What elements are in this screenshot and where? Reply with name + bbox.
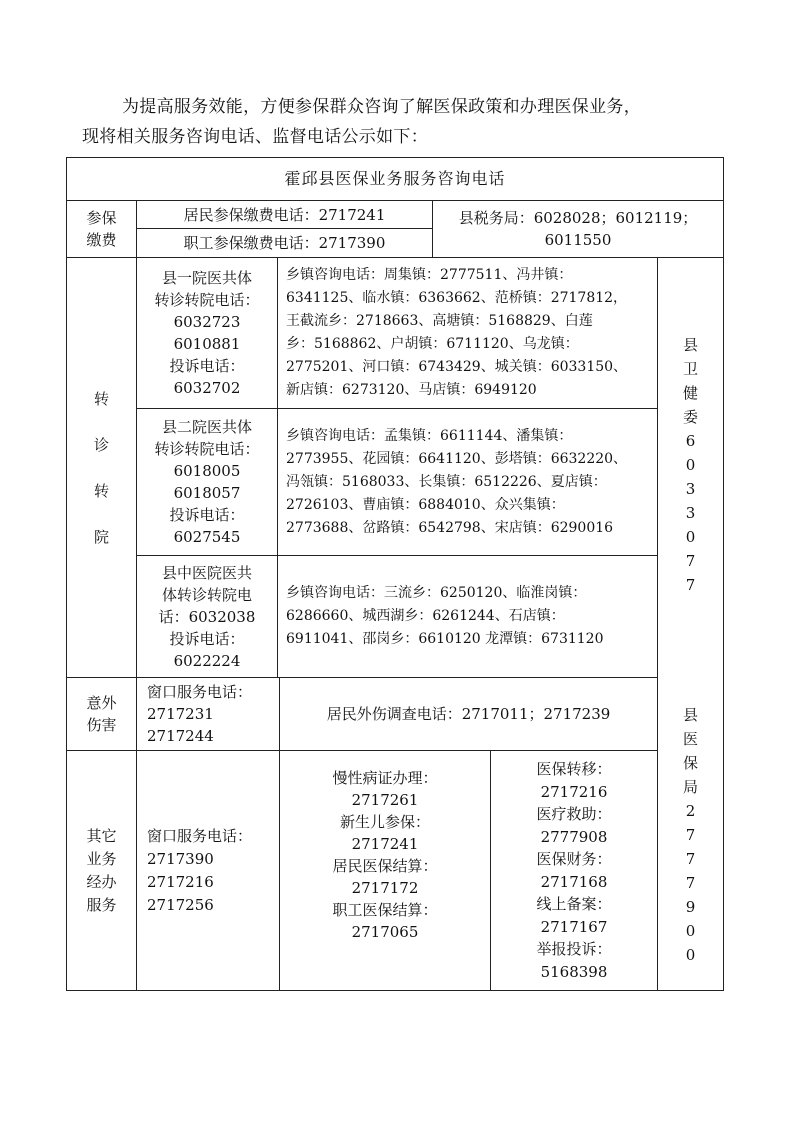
hospital2-towns: 乡镇咨询电话：孟集镇：6611144、潘集镇： 2773955、花园镇：6641120、彭塔镇：6632220、 冯瓴镇：5168033、长集镇：6512226、夏店镇： 2726103、曹庙镇：6884010、众兴集镇： 2773688、岔路镇：6542798、宋店镇：6290016 bbox=[286, 427, 628, 536]
health-commission-phone: 县 卫 健 委 6 0 3 3 0 7 7 bbox=[682, 336, 698, 594]
table-title: 霍邱县医保业务服务咨询电话 bbox=[284, 169, 506, 188]
hospital1-towns: 乡镇咨询电话：周集镇：2777511、冯井镇： 6341125、临水镇：6363662、范桥镇：2717812， 王截流乡：2718663、高塘镇：5168829、白莲 乡：5168862、户胡镇：6711120、乌龙镇： 2775201、河口镇：6743429、城关镇：6033150、 新店镇：6273120、马店镇：6949120 bbox=[286, 267, 628, 398]
other-window-phone: 窗口服务电话： 2717390 2717216 2717256 bbox=[147, 826, 253, 914]
injury-window-phone: 窗口服务电话： 2717231 2717244 bbox=[147, 683, 253, 745]
referral-label: 转 诊 转 院 bbox=[93, 389, 109, 546]
hospital3-towns: 乡镇咨询电话：三流乡：6250120、临淮岗镇： 6286660、城西湖乡：6261244、石店镇： 6911041、邵岗乡：6610120 龙潭镇：6731120 bbox=[286, 585, 604, 647]
injury-survey-phone: 居民外伤调查电话：2717011；2717239 bbox=[326, 705, 611, 723]
tax-bureau-phone: 县税务局：6028028；6012119； 6011550 bbox=[458, 209, 698, 249]
border bbox=[66, 990, 724, 991]
hospital2-contact: 县二院医共体 转诊转院电话： 6018005 6018057 投诉电话： 6027545 bbox=[154, 418, 260, 546]
other-middle-phones: 慢性病证办理： 2717261 新生儿参保： 2717241 居民医保结算： 2717172 职工医保结算： 2717065 bbox=[332, 769, 438, 941]
border bbox=[723, 157, 724, 991]
intro-line-2: 现将相关服务咨询电话、监督电话公示如下： bbox=[82, 127, 428, 147]
other-right-phones: 医保转移： 2717216 医疗救助： 2777908 医保财务： 2717168 线上备案： 2717167 举报投诉： 5168398 bbox=[536, 760, 612, 981]
resident-payment-phone: 居民参保缴费电话：2717241 bbox=[183, 205, 386, 224]
intro-paragraph bbox=[82, 92, 722, 152]
hospital3-contact: 县中医院医共 体转诊转院电 话：6032038 投诉电话： 6022224 bbox=[158, 563, 256, 670]
medical-bureau-phone: 县 医 保 局 2 7 7 7 9 0 0 bbox=[682, 706, 698, 964]
hospital1-contact: 县一院医共体 转诊转院电话： 6032723 6010881 投诉电话： 6032702 bbox=[154, 269, 260, 397]
payment-label: 参保 缴费 bbox=[86, 209, 117, 249]
employee-payment-phone: 职工参保缴费电话：2717390 bbox=[183, 234, 386, 252]
injury-label: 意外 伤害 bbox=[86, 694, 117, 734]
intro-line-1: 为提高服务效能，方便参保群众咨询了解医保政策和办理医保业务， bbox=[122, 97, 641, 117]
other-services-label: 其它 业务 经办 服务 bbox=[86, 826, 117, 914]
